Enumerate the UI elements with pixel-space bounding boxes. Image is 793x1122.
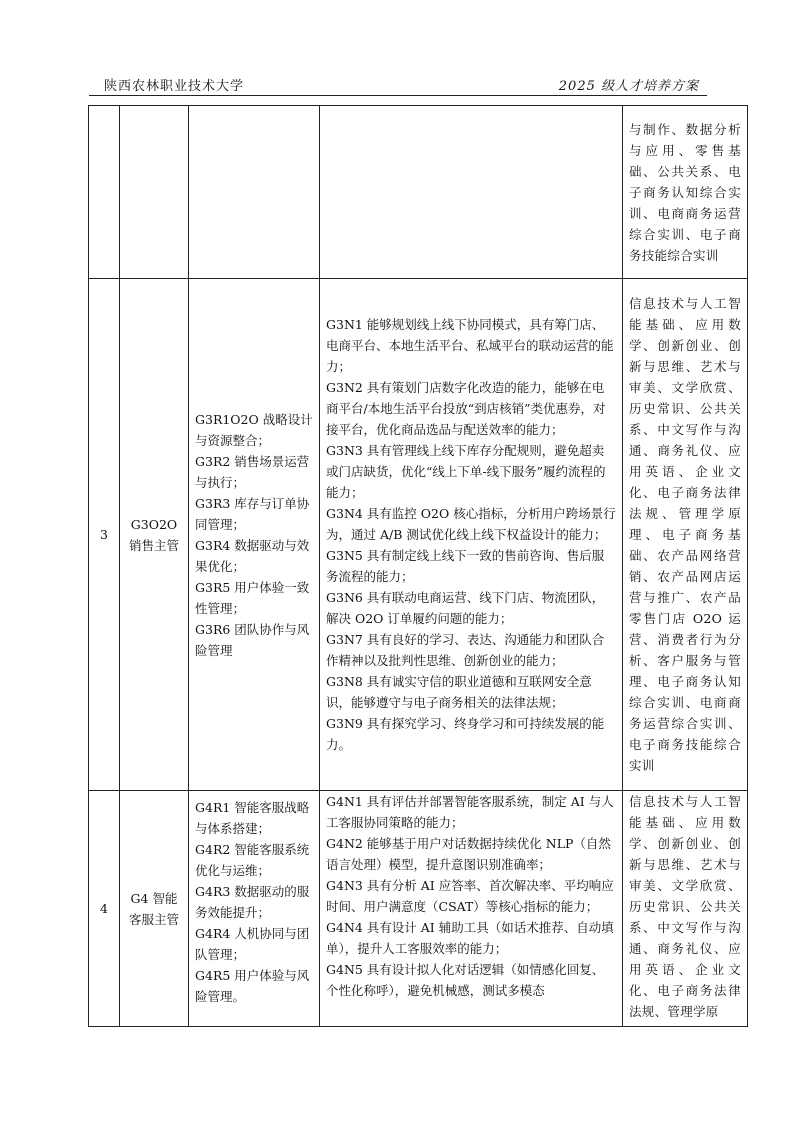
task-item: G4R2 智能客服系统优化与运维； [195,842,310,878]
task-item: G3R1O2O 战略设计与资源整合； [195,411,313,448]
ability-item: G4N5 具有设计拟人化对话逻辑（如情感化回复、个性化称呼），避免机械感，测试多模态 [326,962,605,998]
ability-item: G4N3 具有分析 AI 应答率、首次解决率、平均响应时间、用户满意度（CSAT）等核心指标的能力； [326,878,614,914]
task-item: G3R2 销售场景运营与执行； [195,453,310,490]
curriculum-table [88,105,748,1027]
ability-list [320,791,623,1027]
task-item: G3R5 用户体验一致性管理； [195,579,310,616]
header-rule [89,95,707,96]
task-item: G4R1 智能客服战略与体系搭建； [195,800,310,836]
ability-item: G4N4 具有设计 AI 辅助工具（如话术推荐、自动填单），提升人工客服效率的能力； [326,920,614,956]
table-row [89,791,748,1027]
ability-item: G3N9 具有探究学习、终身学习和可持续发展的能力。 [326,716,605,752]
ability-item: G3N3 具有管理线上线下库存分配规则，避免超卖或门店缺货，优化“线上下单-线下服务”履约流程的能力； [326,443,606,500]
post-name: G3O2O 销售主管 [120,279,189,791]
course-list: 信息技术与人工智能基础、应用数学、创新创业、创新与思维、艺术与审美、文学欣赏、历史常识、公共关系、中文写作与沟通、商务礼仪、应用英语、企业文化、电子商务法律法规、管理学原理、电子商务基础、农产品网络营销、农产品网店运营与推广、农产品零售门店 O2O 运营、消费者行为分析、客户服务与管理、电子商务认知综合实训、电商商务运营综合实训、电子商务技能综合实训 [623,279,748,791]
task-list [189,279,320,791]
course-list: 与制作、数据分析与应用、零售基础、公共关系、电子商务认知综合实训、电商商务运营综合实训、电子商务技能综合实训 [623,106,748,279]
table-row [89,279,748,791]
ability-item: G4N2 能够基于用户对话数据持续优化 NLP（自然语言处理）模型，提升意图识别准确率； [326,836,611,872]
ability-item: G3N2 具有策划门店数字化改造的能力，能够在电商平台/本地生活平台投放“到店核销”类优惠券，对接平台，优化商品选品与配送效率的能力； [326,380,606,437]
post-name: G4 智能客服主管 [120,791,189,1027]
task-list [189,791,320,1027]
ability-item: G4N1 具有评估并部署智能客服系统，制定 AI 与人工客服协同策略的能力； [326,794,614,830]
task-item: G3R4 数据驱动与效果优化； [195,537,310,574]
post-name [120,106,189,279]
task-item: G4R5 用户体验与风险管理。 [195,968,310,1004]
ability-item: G3N7 具有良好的学习、表达、沟通能力和团队合作精神以及批判性思维、创新创业的能力； [326,632,605,668]
task-item: G3R6 团队协作与风险管理 [195,621,310,658]
ability-list [320,106,623,279]
ability-item: G3N1 能够规划线上线下协同模式，具有筹门店、电商平台、本地生活平台、私域平台的联动运营的能力； [326,317,614,374]
ability-item: G3N6 具有联动电商运营、线下门店、物流团队，解决 O2O 订单履约问题的能力； [326,590,605,626]
table-row [89,106,748,279]
header-school-name: 陕西农林职业技术大学 [104,79,245,94]
row-number [89,106,120,279]
row-number: 4 [89,791,120,1027]
task-item: G3R3 库存与订单协同管理； [195,495,310,532]
ability-item: G3N5 具有制定线上线下一致的售前咨询、售后服务流程的能力； [326,548,605,584]
course-list: 信息技术与人工智能基础、应用数学、创新创业、创新与思维、艺术与审美、文学欣赏、历史常识、公共关系、中文写作与沟通、商务礼仪、应用英语、企业文化、电子商务法律法规、管理学原 [623,791,748,1027]
ability-list [320,279,623,791]
ability-item: G3N8 具有诚实守信的职业道德和互联网安全意识，能够遵守与电子商务相关的法律法规； [326,674,592,710]
row-number: 3 [89,279,120,791]
task-list [189,106,320,279]
task-item: G4R4 人机协同与团队管理； [195,926,310,962]
task-item: G4R3 数据驱动的服务效能提升； [195,884,310,920]
ability-item: G3N4 具有监控 O2O 核心指标，分析用户跨场景行为，通过 A/B 测试优化线上线下权益设计的能力； [326,506,616,542]
header-program-title: 2025 级人才培养方案 [558,79,699,94]
